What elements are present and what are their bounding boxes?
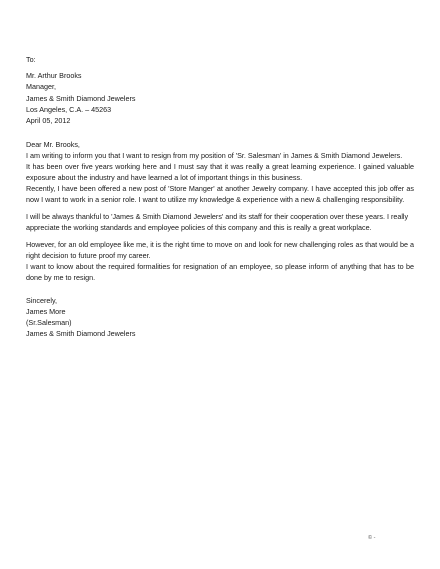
recipient-address: Los Angeles, C.A. – 45263: [26, 105, 112, 114]
recipient-company: James & Smith Diamond Jewelers: [26, 94, 136, 103]
page-footer: © -: [368, 535, 376, 541]
signer-company: James & Smith Diamond Jewelers: [26, 329, 136, 338]
body-line: However, for an old employee like me, it is the right time to move on and look for new challenging roles as that would be a: [26, 240, 414, 249]
body-line: I want to know about the required formalities for resignation of an employee, so please inform of anything that has to be: [26, 262, 414, 271]
body-line: Recently, I have been offered a new post of 'Store Manger' at another Jewelry company. I have accepted this job offer as: [26, 184, 414, 193]
to-label: To:: [26, 55, 36, 64]
body-line: now I want to work in a senior role. I want to utilize my knowledge & experience with a new & challenging responsibility.: [26, 195, 405, 204]
salutation: Dear Mr. Brooks,: [26, 140, 80, 149]
body-line: I will be always thankful to 'James & Smith Diamond Jewelers' and its staff for their cooperation over these years. I really: [26, 212, 409, 221]
recipient-name: Mr. Arthur Brooks: [26, 71, 82, 80]
recipient-title: Manager,: [26, 82, 56, 91]
body-line: I am writing to inform you that I want to resign from my position of 'Sr. Salesman' in James & Smith Diamond Jewelers.: [26, 151, 403, 160]
body-line: right decision to future proof my career.: [26, 251, 151, 260]
signer-role: (Sr.Salesman): [26, 318, 72, 327]
body-line: It has been over five years working here and I must say that it was really a great learning experience. I gained valuable: [26, 162, 414, 171]
signer-name: James More: [26, 307, 66, 316]
body-line: exposure about the industry and have learned a lot of important things in this business.: [26, 173, 303, 182]
letter-date: April 05, 2012: [26, 116, 71, 125]
body-line: appreciate the working standards and employee policies of this company and this is really a great workplace.: [26, 223, 372, 232]
sign-off: Sincerely,: [26, 296, 58, 305]
body-line: done by me to resign.: [26, 273, 96, 282]
